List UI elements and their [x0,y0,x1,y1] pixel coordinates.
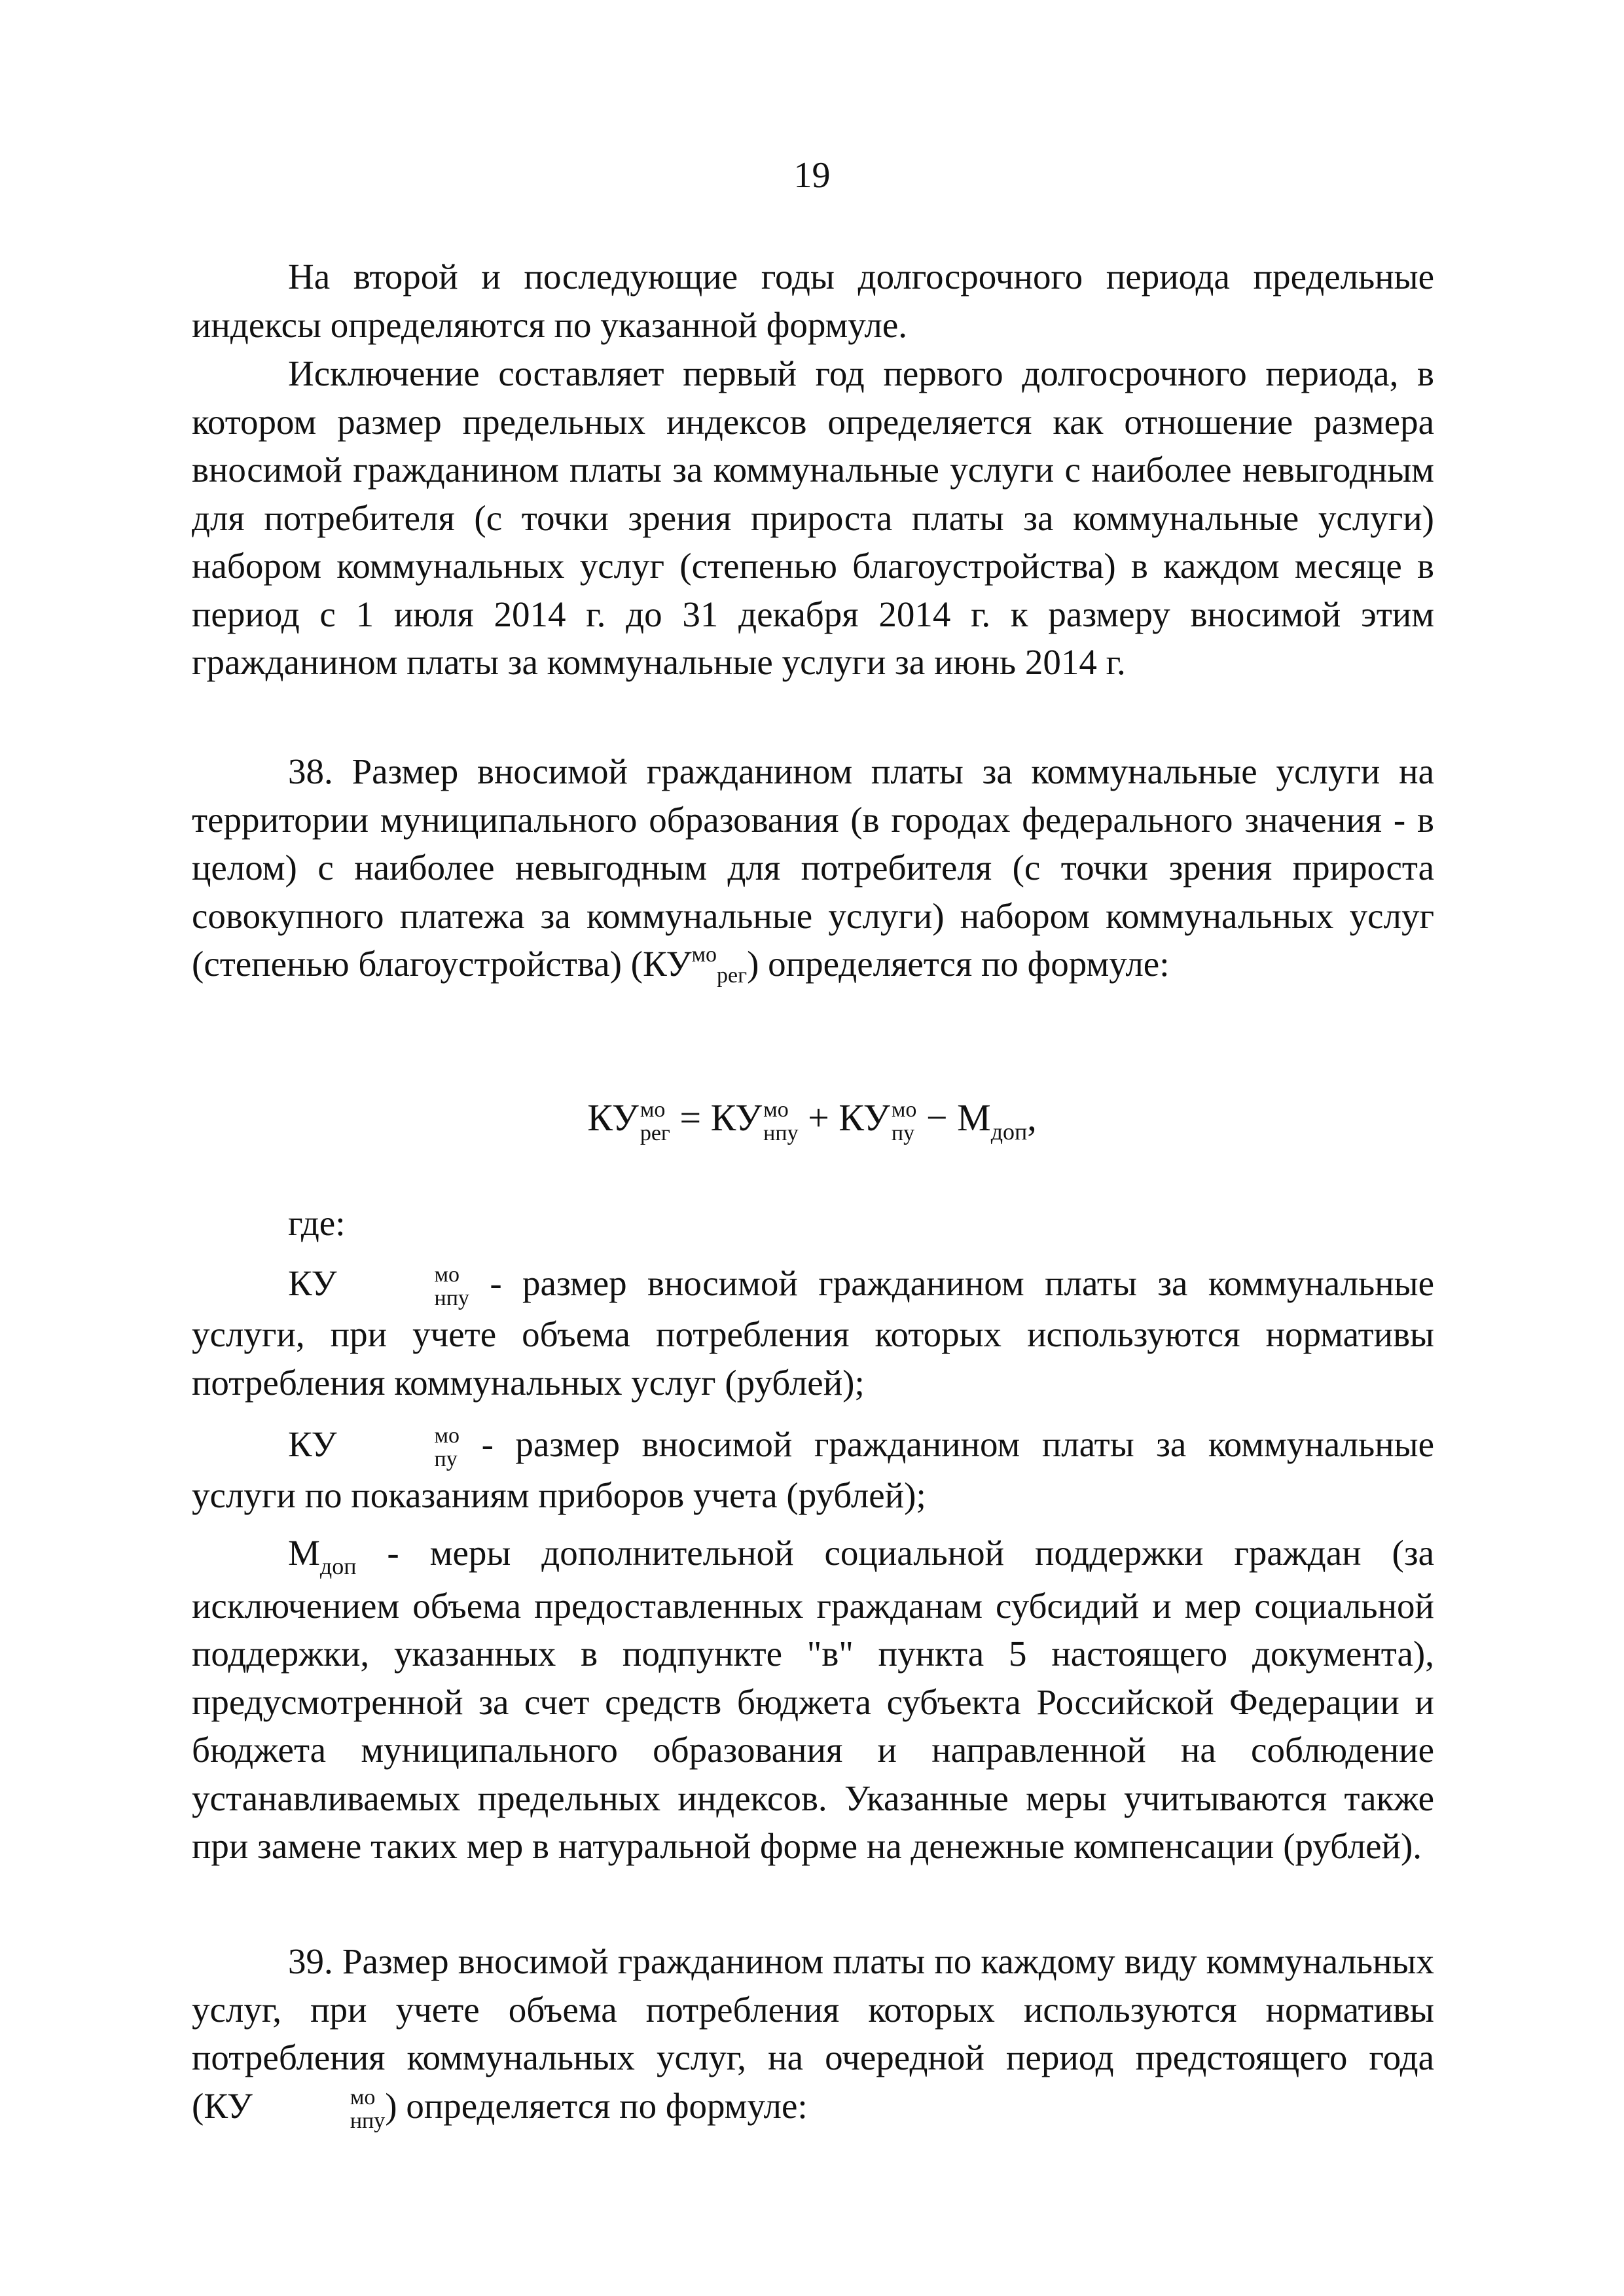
definition-ku-npu-text: - размер вносимой гражданином платы за коммунальные услуги, при учете объема потребления которых используются нормативы потребления коммунальных услуг (рублей); [192,1263,1434,1403]
symbol-sub: рег [717,963,748,988]
paragraph-39-text: 39. Размер вносимой гражданином платы по каждому виду коммунальных услуг, при учете объема потребления которых используются нормативы потребления коммунальных услуг, на очередной период предстоящего года ( [192,1941,1434,2126]
formula-comma: , [1027,1096,1037,1139]
definition-ku-pu [192,1420,1434,1520]
paragraph-38 [192,747,1434,994]
paragraph-39 [192,1937,1434,2133]
formula-lhs: КУ мо рег [587,1096,670,1145]
paragraph-long-term-indexes: На второй и последующие годы долгосрочного периода предельные индексы определяются по указанной формуле. [192,257,1434,345]
definition-ku-npu [192,1259,1434,1407]
definition-m-dop-text: - меры дополнительной социальной поддержки граждан (за исключением объема предоставленных гражданам субсидий и мер социальной поддержки, указанных в подпункте "в" пункта 5 настоящего документа), предусмотренной за счет средств бюджета субъекта Российской Федерации и бюджета муниципального образования и направленной на соблюдение устанавливаемых предельных индексов. Указанные меры учитываются также при замене таких мер в натуральной форме на денежные компенсации (рублей). [192,1533,1434,1866]
symbol-m-dop: $М_{доп}$ [288,1533,357,1579]
paragraph-38-text: 38. Размер вносимой гражданином платы за коммунальные услуги на территории муниципального образования (в городах федерального значения - в целом) с наиболее невыгодным для потребителя (с точки зрения прироста совокупного платежа за коммунальные услуги) набором коммунальных услуг (степенью благоустройства) ( [192,751,1434,984]
formula-term-npu: КУ мо нпу [710,1096,799,1145]
definition-m-dop [192,1529,1434,1871]
formula-ku-reg [0,1092,1624,1149]
where-label: где: [288,1203,346,1243]
page-number: 19 [793,155,831,196]
paragraph-exception: Исключение составляет первый год первого долгосрочного периода, в котором размер предельных индексов определяется как отношение размера вносимой гражданином платы за коммунальные услуги с наиболее невыгодным для потребителя (с точки зрения прироста платы за коммунальные услуги) набором коммунальных услуг (степенью благоустройства) в каждом месяце в период с 1 июля 2014 г. до 31 декабря 2014 г. к размеру вносимой этим гражданином платы за коммунальные услуги за июнь 2014 г. [192,353,1434,682]
formula-term-dop: $М_{доп}$ [957,1096,1028,1145]
paragraph-39-tail: ) определяется по формуле: [385,2085,808,2126]
formula-minus: − [926,1096,948,1139]
symbol-ku-npu: КУ мо нпу [288,1263,469,1311]
formula-equals: = [679,1096,702,1139]
symbol-sup: мо [691,942,717,967]
definition-ku-pu-text: - размер вносимой гражданином платы за коммунальные услуги по показаниям приборов учета (рублей); [192,1424,1434,1516]
formula-plus: + [808,1096,829,1139]
symbol-ku-reg: $КУ^{мо}рег$ [642,942,748,988]
paragraph-38-tail: ) определяется по формуле: [747,944,1170,984]
formula-term-pu: КУ мо пу [839,1096,917,1145]
symbol-ku-npu-inline: КУ мо нпу [204,2085,386,2133]
symbol-ku-pu: КУ мо пу [288,1424,460,1472]
